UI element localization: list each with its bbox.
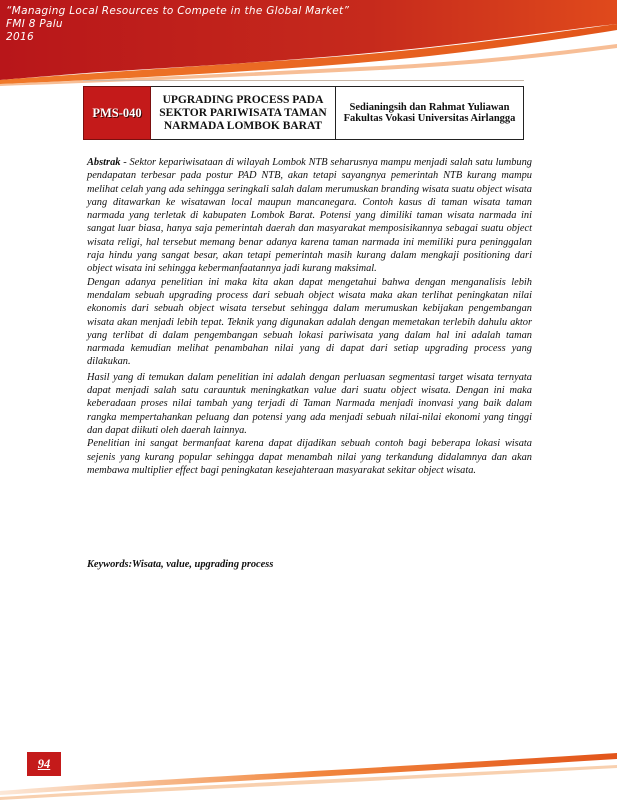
abstract-label: Abstrak [87, 157, 121, 168]
paper-title: UPGRADING PROCESS PADA SEKTOR PARIWISATA TAMAN NARMADA LOMBOK BARAT [159, 93, 327, 132]
conference-theme: “Managing Local Resources to Compete in the Global Market” [6, 5, 350, 17]
footer-swoosh-graphic [0, 735, 617, 800]
abstract-paragraph: Hasil yang di temukan dalam penelitian ini adalah dengan perluasan segmentasi target wisata ternyata dapat menjadi salah satu carauntuk meningkatkan value dari suatu object wisata. Dengan ini maka keberadaan proses nilai tambah yang terjadi di Taman Narmada menjadi inonvasi yang baik dalam rangka mempertahankan peluang dan potensi yang ada menjadi sebuah nilai-nilai ekonomi yang tinggi dan dapat diikuti oleh daerah lainnya. [87, 371, 532, 436]
abstract-paragraph: Penelitian ini sangat bermanfaat karena dapat dijadikan sebuah contoh bagi beberapa lokasi wisata sejenis yang kurang popular sehingga dapat menambah nilai yang terkandung didalamnya dan akan membawa multiplier effect bagi peningkatan kesejahteraan masyarakat sekitar object wisata. [87, 438, 532, 476]
paper-author-cell [336, 86, 524, 140]
banner-text-block [6, 5, 349, 44]
paper-info-table [83, 86, 524, 140]
abstract-body [87, 156, 532, 477]
keywords-line: Keywords:Wisata, value, upgrading process [87, 559, 274, 570]
event-year: 2016 [6, 31, 34, 43]
paper-code-badge [83, 86, 151, 140]
page-number: 94 [27, 752, 61, 776]
abstract-paragraph [87, 156, 532, 276]
paper-authors: Sedianingsih dan Rahmat Yuliawan [349, 101, 510, 113]
abstract-text-1: - Sektor kepariwisataan di wilayah Lombok NTB seharusnya mampu menjadi salah satu lumbung pendapatan terbesar pada postur PAD NTB, akan tetapi sayangnya pemerintah NTB kurang mampu melihat celah yang ada sehingga seringkali salah dalam merumuskan branding wisata suatu object wisata yang ditawarkan ke wisatawan local maupun mancanegara. Contoh kasus di taman wisata taman narmada yang terletak di kabupaten Lombok Barat. Potensi yang dimiliki taman wisata narmada ini sangat luar biasa, hanya saja pemerintah daerah dan masyarakat memposisikannya sebagai suatu object wisata religi, hal tersebut memang benar adanya karena taman narmada ini memiliki pura peninggalan raja hindu yang sangat besar, akan tetapi pemerintah masih kurang dalam mengkaji positioning dari object wisata ini sehingga kebermanfaatannya jadi kurang maksimal. [87, 157, 532, 275]
paper-title-cell [151, 86, 336, 140]
header-banner [0, 0, 617, 90]
paper-code: PMS-040 [92, 105, 142, 120]
header-divider [83, 80, 524, 81]
abstract-paragraph: Dengan adanya penelitian ini maka kita akan dapat mengetahui bahwa dengan menganalisis lebih mendalam sebuah upgrading process dari sebuah object wisata maka akan terlihat peningkatan nilai ekonomis dari sebuah object wisata tersebut sehingga dalam merumuskan kebijakan pengembangan wisata akan menjadi lebih tepat. Teknik yang digunakan adalah dengan memetakan terlebih dahulu aktor yang terlibat di dalam pengembangan sebuah lokasi pariwisata yang dalam hal ini adalah taman narmada kemudian melihat penambahan nilai yang di dapat dari setiap upgrading process yang dilakukan. [87, 276, 532, 368]
paper-affiliation: Fakultas Vokasi Universitas Airlangga [343, 113, 516, 124]
event-name: FMI 8 Palu [6, 18, 63, 30]
footer-banner [0, 735, 617, 800]
